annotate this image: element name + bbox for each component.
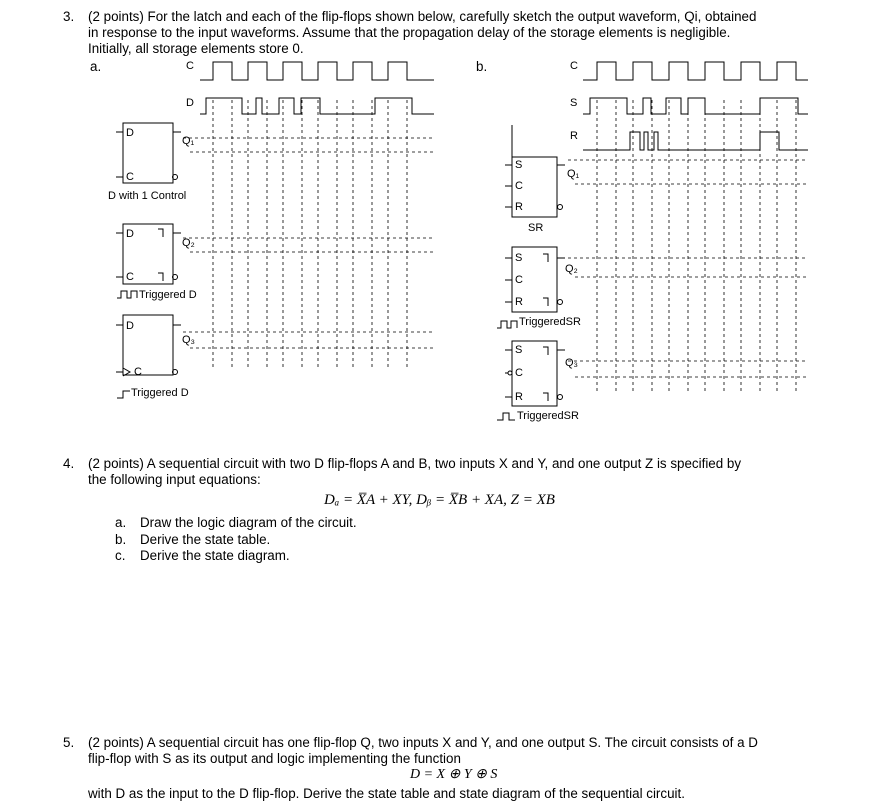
q4-item-c-text: Derive the state diagram. (140, 548, 290, 563)
ff3-caption-b: TriggeredSR (517, 410, 579, 422)
ff1-q-output-b: Q₁ (567, 168, 580, 180)
ff3-q-output-b: Q₃ (565, 357, 579, 369)
ff2-r-pin-b: R (515, 296, 523, 308)
clock-label-b: C (570, 60, 578, 72)
q5-line-3: with D as the input to the D flip-flop. Derive the state table and state diagram of the sequential circuit. (88, 786, 685, 801)
q5-number: 5. (63, 735, 75, 750)
ff3-r-pin-b: R (515, 391, 523, 403)
ff1-s-pin-b: S (515, 159, 523, 171)
ff1-c-pin: C (126, 171, 134, 183)
ff1-q-output: Q₁ (182, 135, 195, 147)
ff2-caption-b: TriggeredSR (519, 316, 581, 328)
ff2-q-output: Q₂ (182, 237, 195, 249)
ff2-q-output-b: Q₂ (565, 263, 578, 275)
ff2-caption: Triggered D (139, 289, 197, 301)
q3-line-1: (2 points) For the latch and each of the flip-flops shown below, carefully sketch the output waveform, Qi, obtained (88, 9, 757, 24)
ff1-r-pin-b: R (515, 201, 523, 213)
q3-number: 3. (63, 9, 75, 24)
ff2-c-pin-b: C (515, 274, 523, 286)
q5-line-1: (2 points) A sequential circuit has one flip-flop Q, two inputs X and Y, and one output S. The circuit consists of a D (88, 735, 758, 750)
ff1-d-pin: D (126, 127, 134, 139)
ff3-d-pin: D (126, 320, 134, 332)
s-waveform-b (583, 98, 808, 114)
grid-b (568, 100, 808, 392)
ff3-c-pin-b: C (515, 367, 523, 379)
q5-equation: D = X ⊕ Y ⊕ S (410, 767, 498, 782)
ff1-caption: D with 1 Control (108, 190, 187, 202)
q4-item-b-marker: b. (115, 532, 127, 547)
q4-line-1: (2 points) A sequential circuit with two D flip-flops A and B, two inputs X and Y, and one output Z is specified by (88, 456, 742, 471)
ff3-q-output: Q₃ (182, 334, 196, 346)
q4-line-2: the following input equations: (88, 472, 261, 487)
ff2-c-pin: C (126, 271, 134, 283)
ff3-s-pin-b: S (515, 344, 523, 356)
q3-line-3: Initially, all storage elements store 0. (88, 41, 304, 56)
r-waveform-b (583, 132, 808, 150)
ff1-c-pin-b: C (515, 180, 523, 192)
q3-part-a: a. (90, 59, 102, 74)
q4-item-a-marker: a. (115, 515, 127, 530)
d-label-a: D (186, 97, 194, 109)
clock-waveform-b (583, 62, 808, 80)
ff2-s-pin-b: S (515, 252, 523, 264)
q5-line-2: flip-flop with S as its output and logic implementing the function (88, 751, 461, 766)
r-label-b: R (570, 130, 578, 142)
ff1-caption-b: SR (528, 222, 544, 234)
q3-part-b: b. (476, 59, 488, 74)
ff2-d-pin: D (126, 228, 134, 240)
clock-label-a: C (186, 60, 194, 72)
ff3-c-pin: C (134, 366, 142, 378)
q4-item-b-text: Derive the state table. (140, 532, 271, 547)
q4-equation: Dₐ = X̅A + XY, Dᵦ = X̅B + XA, Z = XB (324, 492, 555, 508)
q3-line-2: in response to the input waveforms. Assume that the propagation delay of the storage elements is negligible. (88, 25, 731, 40)
q4-item-a-text: Draw the logic diagram of the circuit. (140, 515, 357, 530)
q4-item-c-marker: c. (115, 548, 126, 563)
ff3-caption: Triggered D (131, 387, 189, 399)
q4-number: 4. (63, 456, 75, 471)
s-label-b: S (570, 97, 578, 109)
